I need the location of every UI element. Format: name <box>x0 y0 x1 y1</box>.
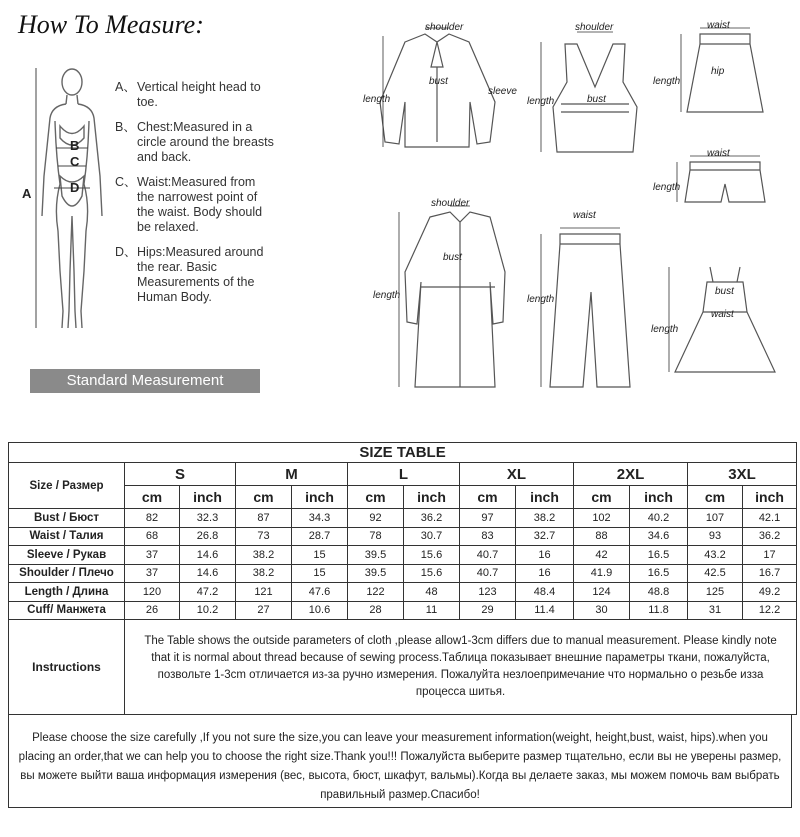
skirt-waist-label: waist <box>707 20 730 31</box>
table-cell: 30 <box>574 601 630 620</box>
table-cell: 124 <box>574 583 630 602</box>
table-cell: 123 <box>460 583 516 602</box>
dress-length-label: length <box>651 324 679 335</box>
table-row <box>9 583 797 602</box>
row-label: Bust / Бюст <box>9 509 125 528</box>
table-cell: 16.5 <box>630 546 688 565</box>
unit-row <box>9 486 797 509</box>
row-label: Cuff/ Манжета <box>9 601 125 620</box>
table-cell: 26 <box>125 601 180 620</box>
body-label-b: B <box>70 138 80 153</box>
skirt-icon <box>687 34 763 112</box>
table-cell: 15.6 <box>404 564 460 583</box>
table-cell: 49.2 <box>743 583 797 602</box>
table-cell: 97 <box>460 509 516 528</box>
table-cell: 32.7 <box>516 527 574 546</box>
table-cell: 30.7 <box>404 527 460 546</box>
size-table-title: SIZE TABLE <box>9 443 797 463</box>
table-cell: 11 <box>404 601 460 620</box>
pants-length-label: length <box>527 294 555 305</box>
size-header-3xl: 3XL <box>688 463 797 486</box>
table-cell: 47.2 <box>180 583 236 602</box>
table-cell: 47.6 <box>292 583 348 602</box>
step-c <box>115 175 275 235</box>
table-cell: 32.3 <box>180 509 236 528</box>
step-key: A、 <box>115 80 136 94</box>
table-cell: 10.6 <box>292 601 348 620</box>
table-cell: 29 <box>460 601 516 620</box>
unit-inch: inch <box>292 486 348 509</box>
coat-bust-label: bust <box>443 252 462 263</box>
step-d <box>115 245 275 305</box>
step-a <box>115 80 275 110</box>
table-cell: 93 <box>688 527 743 546</box>
vest-length-label: length <box>527 96 555 107</box>
instructions-text: The Table shows the outside parameters of cloth ,please allow1-3cm differs due to manual measurement. Please kindly note that it is normal about thread because of sewing process.Таблица показывает внешние параметры ткани, пожалуйста, позвольте 1-3cm отличается из-за ручно измерения. Пожалуйта незлоепримечание что нормально о резьбе изза процесса шитья. <box>125 620 797 715</box>
step-key: B、 <box>115 120 136 134</box>
table-cell: 12.2 <box>743 601 797 620</box>
table-cell: 40.2 <box>630 509 688 528</box>
table-cell: 48 <box>404 583 460 602</box>
table-cell: 34.3 <box>292 509 348 528</box>
size-advice-note: Please choose the size carefully ,If you not sure the size,you can leave your measurement information(weight, height,bust, waist, hips).when you placing an order,that we can help you to choose the right size.Thank you!!! Пожалуйста выберите размер тщательно, если вы не уверены размер, вы можете выйти ваша информация измерения (вес, высота, бюст, шкафут, вальмы).Когда вы делаете заказ, мы можем помочь вам выбрать правильный размер.Спасибо! <box>8 714 792 808</box>
table-cell: 26.8 <box>180 527 236 546</box>
table-cell: 87 <box>236 509 292 528</box>
table-cell: 40.7 <box>460 564 516 583</box>
pants-icon <box>550 234 630 387</box>
unit-inch: inch <box>180 486 236 509</box>
table-cell: 16.7 <box>743 564 797 583</box>
garment-illustrations <box>355 12 795 392</box>
table-cell: 73 <box>236 527 292 546</box>
coat-shoulder-label: shoulder <box>431 198 470 209</box>
table-cell: 83 <box>460 527 516 546</box>
table-cell: 102 <box>574 509 630 528</box>
table-cell: 11.4 <box>516 601 574 620</box>
step-text: Vertical height head to toe. <box>137 80 261 109</box>
table-cell: 39.5 <box>348 564 404 583</box>
table-cell: 120 <box>125 583 180 602</box>
table-cell: 16 <box>516 546 574 565</box>
table-row <box>9 527 797 546</box>
table-cell: 82 <box>125 509 180 528</box>
table-cell: 36.2 <box>404 509 460 528</box>
table-cell: 37 <box>125 564 180 583</box>
pants-waist-label: waist <box>573 210 596 221</box>
size-header-m: M <box>236 463 348 486</box>
unit-cm: cm <box>688 486 743 509</box>
table-cell: 16.5 <box>630 564 688 583</box>
unit-inch: inch <box>630 486 688 509</box>
table-cell: 28 <box>348 601 404 620</box>
unit-cm: cm <box>236 486 292 509</box>
table-cell: 43.2 <box>688 546 743 565</box>
measure-steps <box>115 80 275 315</box>
size-header-s: S <box>125 463 236 486</box>
table-cell: 42.5 <box>688 564 743 583</box>
how-to-measure-title: How To Measure: <box>18 10 204 39</box>
unit-inch: inch <box>516 486 574 509</box>
table-row <box>9 546 797 565</box>
table-cell: 15 <box>292 546 348 565</box>
unit-inch: inch <box>743 486 797 509</box>
table-cell: 27 <box>236 601 292 620</box>
table-cell: 14.6 <box>180 564 236 583</box>
body-label-d: D <box>70 180 80 195</box>
table-cell: 39.5 <box>348 546 404 565</box>
table-cell: 92 <box>348 509 404 528</box>
table-cell: 121 <box>236 583 292 602</box>
table-cell: 38.2 <box>236 546 292 565</box>
row-label: Length / Длина <box>9 583 125 602</box>
shorts-length-label: length <box>653 182 681 193</box>
standard-measurement-badge: Standard Measurement <box>30 369 260 393</box>
size-header-xl: XL <box>460 463 574 486</box>
vest-bust-label: bust <box>587 94 606 105</box>
blouse-sleeve-label: sleeve <box>488 86 517 97</box>
table-cell: 17 <box>743 546 797 565</box>
body-figure-icon <box>30 66 110 341</box>
step-key: C、 <box>115 175 137 189</box>
instructions-row <box>9 620 797 715</box>
table-row <box>9 564 797 583</box>
table-cell: 31 <box>688 601 743 620</box>
body-label-c: C <box>70 154 80 169</box>
table-cell: 40.7 <box>460 546 516 565</box>
instructions-label: Instructions <box>9 620 125 715</box>
dress-waist-label: waist <box>711 309 734 320</box>
row-label: Shoulder / Плечо <box>9 564 125 583</box>
unit-inch: inch <box>404 486 460 509</box>
table-cell: 16 <box>516 564 574 583</box>
table-cell: 41.9 <box>574 564 630 583</box>
dress-bust-label: bust <box>715 286 734 297</box>
body-figure <box>22 66 110 341</box>
shorts-icon <box>685 162 765 202</box>
table-cell: 34.6 <box>630 527 688 546</box>
table-cell: 38.2 <box>516 509 574 528</box>
table-cell: 78 <box>348 527 404 546</box>
blouse-length-label: length <box>363 94 391 105</box>
table-cell: 28.7 <box>292 527 348 546</box>
table-cell: 125 <box>688 583 743 602</box>
size-header-l: L <box>348 463 460 486</box>
row-label: Sleeve / Рукав <box>9 546 125 565</box>
step-key: D、 <box>115 245 137 259</box>
unit-cm: cm <box>574 486 630 509</box>
size-table <box>8 442 797 715</box>
skirt-length-label: length <box>653 76 681 87</box>
blouse-bust-label: bust <box>429 76 448 87</box>
step-text: Hips:Measured around the rear. Basic Measurements of the Human Body. <box>137 245 264 304</box>
table-cell: 42.1 <box>743 509 797 528</box>
coat-length-label: length <box>373 290 401 301</box>
table-row <box>9 601 797 620</box>
table-cell: 10.2 <box>180 601 236 620</box>
row-label: Waist / Талия <box>9 527 125 546</box>
unit-cm: cm <box>460 486 516 509</box>
body-label-a: A <box>22 186 32 201</box>
table-cell: 11.8 <box>630 601 688 620</box>
table-cell: 68 <box>125 527 180 546</box>
blouse-icon <box>380 34 495 147</box>
table-cell: 42 <box>574 546 630 565</box>
skirt-hip-label: hip <box>711 66 725 77</box>
vest-shoulder-label: shoulder <box>575 22 614 33</box>
size-header-2xl: 2XL <box>574 463 688 486</box>
table-cell: 48.4 <box>516 583 574 602</box>
table-cell: 122 <box>348 583 404 602</box>
shorts-waist-label: waist <box>707 148 730 159</box>
table-row <box>9 509 797 528</box>
step-b <box>115 120 275 165</box>
measurement-rows <box>9 509 797 620</box>
table-cell: 38.2 <box>236 564 292 583</box>
table-cell: 107 <box>688 509 743 528</box>
coat-icon <box>405 212 505 387</box>
unit-cm: cm <box>348 486 404 509</box>
table-cell: 48.8 <box>630 583 688 602</box>
unit-cm: cm <box>125 486 180 509</box>
blouse-shoulder-label: shoulder <box>425 22 464 33</box>
table-cell: 88 <box>574 527 630 546</box>
table-cell: 15.6 <box>404 546 460 565</box>
table-cell: 36.2 <box>743 527 797 546</box>
table-cell: 37 <box>125 546 180 565</box>
step-text: Waist:Measured from the narrowest point of the waist. Body should be relaxed. <box>137 175 263 234</box>
table-cell: 14.6 <box>180 546 236 565</box>
size-corner-label: Size / Размер <box>9 463 125 509</box>
step-text: Chest:Measured in a circle around the breasts and back. <box>137 120 274 164</box>
table-cell: 15 <box>292 564 348 583</box>
